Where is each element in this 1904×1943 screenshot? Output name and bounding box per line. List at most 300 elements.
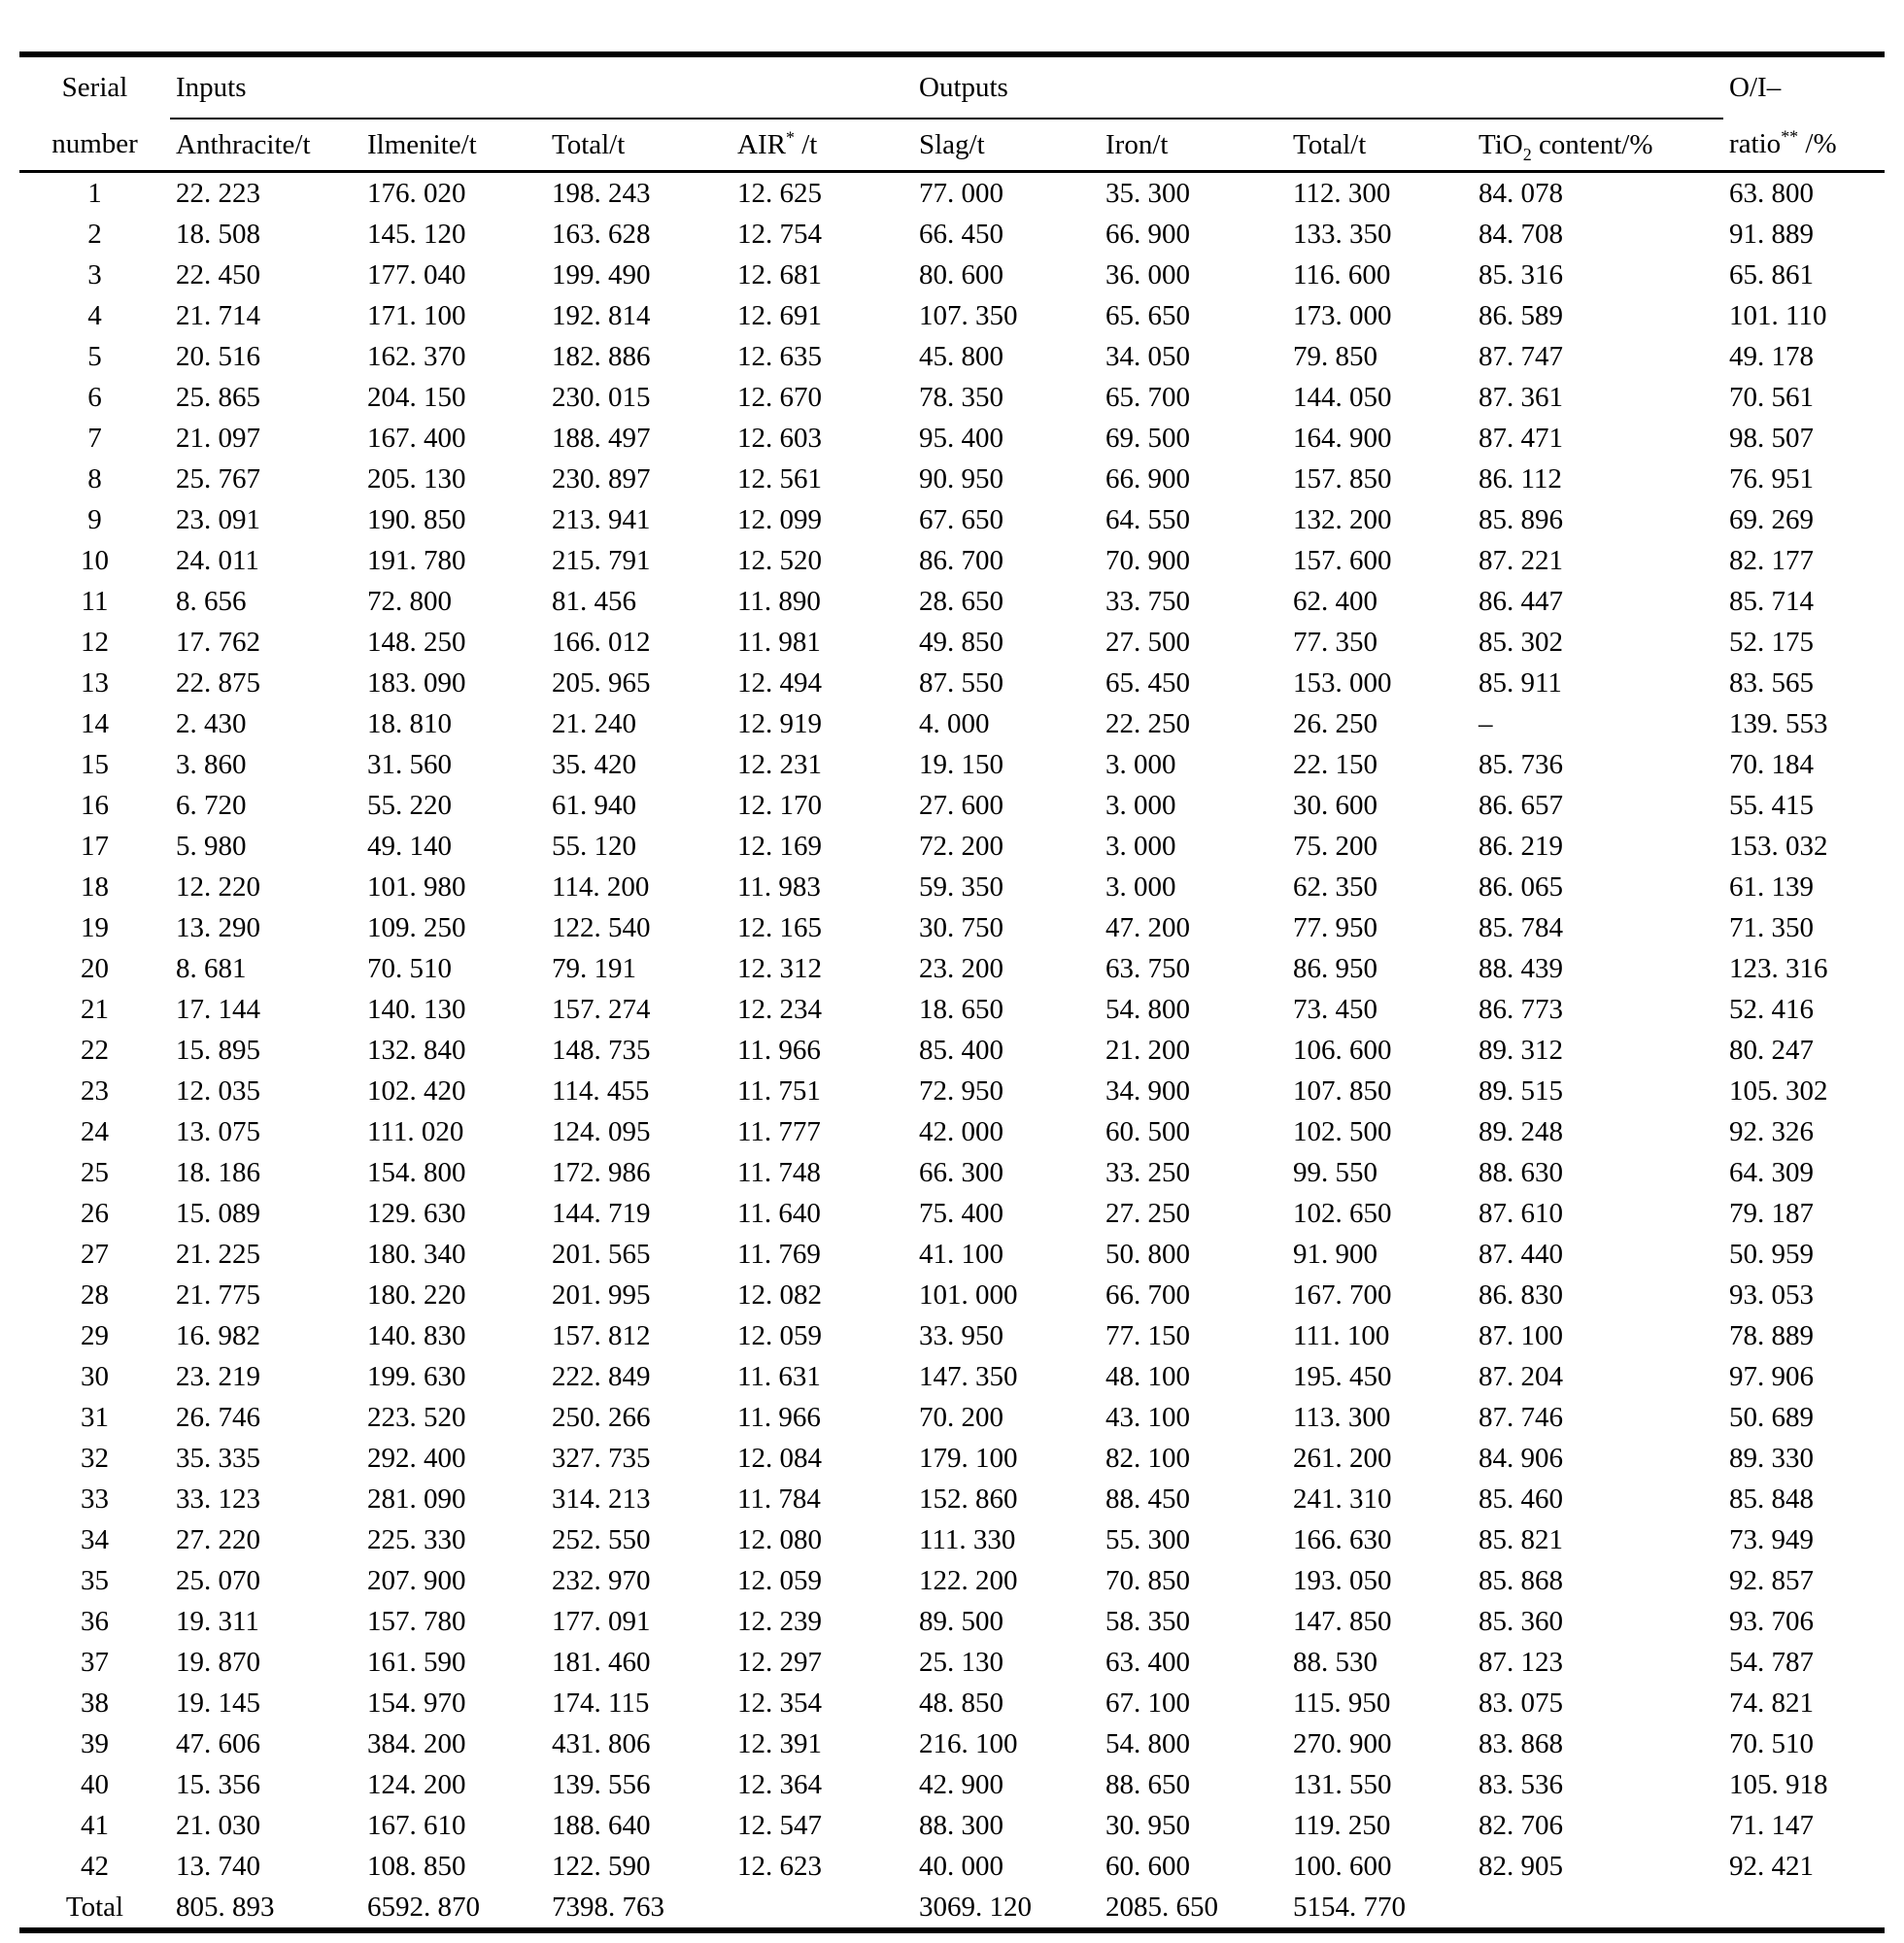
cell-serial: 13 bbox=[81, 666, 109, 699]
cell-slag: 30. 750 bbox=[919, 911, 1003, 943]
cell-serial: 26 bbox=[81, 1197, 109, 1229]
cell-tio2: 85. 302 bbox=[1479, 626, 1563, 658]
cell-total-in: 192. 814 bbox=[552, 299, 651, 331]
cell-serial: Total bbox=[65, 1891, 124, 1923]
table-row bbox=[19, 581, 1885, 622]
cell-iron: 88. 650 bbox=[1105, 1768, 1190, 1800]
cell-total-out: 5154. 770 bbox=[1293, 1891, 1406, 1923]
cell-total-out: 102. 650 bbox=[1293, 1197, 1392, 1229]
total-row bbox=[19, 1887, 1885, 1930]
cell-iron: 54. 800 bbox=[1105, 993, 1190, 1025]
cell-iron: 3. 000 bbox=[1105, 830, 1176, 862]
cell-serial: 11 bbox=[81, 585, 109, 617]
table-row bbox=[19, 907, 1885, 948]
cell-oi-ratio: 83. 565 bbox=[1729, 666, 1815, 699]
cell-ilmenite: 177. 040 bbox=[367, 258, 466, 290]
cell-ilmenite: 225. 330 bbox=[367, 1523, 466, 1555]
cell-anthracite: 27. 220 bbox=[176, 1523, 260, 1555]
cell-ilmenite: 132. 840 bbox=[367, 1034, 466, 1066]
cell-tio2: 85. 316 bbox=[1479, 258, 1563, 290]
cell-tio2: 82. 706 bbox=[1479, 1809, 1563, 1841]
cell-iron: 36. 000 bbox=[1105, 258, 1190, 290]
cell-total-in: 201. 565 bbox=[552, 1238, 651, 1270]
cell-ilmenite: 167. 610 bbox=[367, 1809, 466, 1841]
cell-slag: 90. 950 bbox=[919, 462, 1003, 494]
cell-anthracite: 13. 290 bbox=[176, 911, 260, 943]
cell-anthracite: 19. 311 bbox=[176, 1605, 259, 1637]
cell-serial: 29 bbox=[81, 1319, 109, 1351]
table-row bbox=[19, 1030, 1885, 1071]
cell-oi-ratio: 98. 507 bbox=[1729, 422, 1815, 454]
cell-iron: 60. 500 bbox=[1105, 1115, 1190, 1147]
cell-air: 12. 312 bbox=[737, 952, 822, 984]
cell-air: 12. 170 bbox=[737, 789, 822, 821]
cell-air: 11. 966 bbox=[737, 1401, 821, 1433]
table-row bbox=[19, 295, 1885, 336]
cell-tio2: 85. 821 bbox=[1479, 1523, 1563, 1555]
cell-ilmenite: 18. 810 bbox=[367, 707, 452, 739]
cell-anthracite: 25. 767 bbox=[176, 462, 260, 494]
cell-iron: 65. 700 bbox=[1105, 381, 1190, 413]
cell-oi-ratio: 50. 689 bbox=[1729, 1401, 1815, 1433]
cell-total-in: 35. 420 bbox=[552, 748, 636, 780]
table-row bbox=[19, 948, 1885, 989]
cell-tio2: 85. 868 bbox=[1479, 1564, 1563, 1596]
cell-slag: 87. 550 bbox=[919, 666, 1003, 699]
cell-oi-ratio: 78. 889 bbox=[1729, 1319, 1815, 1351]
cell-anthracite: 33. 123 bbox=[176, 1483, 260, 1515]
cell-iron: 70. 850 bbox=[1105, 1564, 1190, 1596]
cell-total-in: 230. 897 bbox=[552, 462, 651, 494]
cell-air: 12. 754 bbox=[737, 218, 822, 250]
cell-anthracite: 20. 516 bbox=[176, 340, 260, 372]
cell-serial: 33 bbox=[81, 1483, 109, 1515]
cell-serial: 23 bbox=[81, 1074, 109, 1107]
cell-iron: 3. 000 bbox=[1105, 870, 1176, 903]
cell-total-in: 114. 455 bbox=[552, 1074, 650, 1107]
cell-total-out: 106. 600 bbox=[1293, 1034, 1392, 1066]
cell-air: 12. 623 bbox=[737, 1850, 822, 1882]
table-row bbox=[19, 214, 1885, 255]
cell-oi-ratio: 52. 175 bbox=[1729, 626, 1815, 658]
cell-ilmenite: 148. 250 bbox=[367, 626, 466, 658]
table-row bbox=[19, 1234, 1885, 1275]
cell-total-out: 111. 100 bbox=[1293, 1319, 1390, 1351]
cell-serial: 5 bbox=[87, 340, 102, 372]
cell-iron: 35. 300 bbox=[1105, 177, 1190, 209]
cell-tio2: 85. 360 bbox=[1479, 1605, 1563, 1637]
cell-anthracite: 22. 223 bbox=[176, 177, 260, 209]
ratio-footnote-marker: ** bbox=[1781, 126, 1799, 147]
cell-tio2: 85. 736 bbox=[1479, 748, 1563, 780]
cell-air: 12. 681 bbox=[737, 258, 822, 290]
cell-ilmenite: 180. 220 bbox=[367, 1278, 466, 1311]
cell-air: 12. 099 bbox=[737, 503, 822, 535]
cell-air: 12. 494 bbox=[737, 666, 822, 699]
cell-oi-ratio: 105. 918 bbox=[1729, 1768, 1828, 1800]
cell-ilmenite: 154. 970 bbox=[367, 1687, 466, 1719]
cell-ilmenite: 145. 120 bbox=[367, 218, 466, 250]
cell-ilmenite: 55. 220 bbox=[367, 789, 452, 821]
cell-oi-ratio: 76. 951 bbox=[1729, 462, 1815, 494]
cell-anthracite: 15. 895 bbox=[176, 1034, 260, 1066]
cell-total-in: 79. 191 bbox=[552, 952, 636, 984]
cell-total-in: 201. 995 bbox=[552, 1278, 651, 1311]
cell-iron: 48. 100 bbox=[1105, 1360, 1190, 1392]
cell-oi-ratio: 93. 053 bbox=[1729, 1278, 1815, 1311]
cell-iron: 66. 900 bbox=[1105, 462, 1190, 494]
cell-serial: 20 bbox=[81, 952, 109, 984]
cell-total-out: 157. 600 bbox=[1293, 544, 1392, 576]
cell-slag: 19. 150 bbox=[919, 748, 1003, 780]
cell-ilmenite: 384. 200 bbox=[367, 1727, 466, 1759]
cell-air: 12. 625 bbox=[737, 177, 822, 209]
material-balance-table bbox=[19, 51, 1885, 1933]
cell-ilmenite: 6592. 870 bbox=[367, 1891, 480, 1923]
col-header-total-out: Total/t bbox=[1287, 119, 1473, 172]
cell-serial: 42 bbox=[81, 1850, 109, 1882]
cell-total-out: 193. 050 bbox=[1293, 1564, 1392, 1596]
cell-serial: 9 bbox=[87, 503, 102, 535]
cell-ilmenite: 70. 510 bbox=[367, 952, 452, 984]
cell-total-in: 250. 266 bbox=[552, 1401, 651, 1433]
cell-iron: 34. 900 bbox=[1105, 1074, 1190, 1107]
table-row bbox=[19, 172, 1885, 215]
cell-total-out: 62. 400 bbox=[1293, 585, 1377, 617]
cell-serial: 3 bbox=[87, 258, 102, 290]
cell-oi-ratio: 61. 139 bbox=[1729, 870, 1815, 903]
cell-total-in: 122. 590 bbox=[552, 1850, 651, 1882]
table-row bbox=[19, 540, 1885, 581]
cell-anthracite: 21. 097 bbox=[176, 422, 260, 454]
cell-air: 12. 919 bbox=[737, 707, 822, 739]
cell-tio2: 87. 610 bbox=[1479, 1197, 1563, 1229]
cell-total-out: 73. 450 bbox=[1293, 993, 1377, 1025]
cell-air: 11. 983 bbox=[737, 870, 821, 903]
cell-anthracite: 21. 225 bbox=[176, 1238, 260, 1270]
cell-tio2: 83. 075 bbox=[1479, 1687, 1563, 1719]
cell-oi-ratio: 54. 787 bbox=[1729, 1646, 1815, 1678]
col-header-tio2: TiO$_2$ content/% bbox=[1473, 119, 1723, 172]
cell-anthracite: 22. 450 bbox=[176, 258, 260, 290]
cell-oi-ratio: 70. 510 bbox=[1729, 1727, 1815, 1759]
cell-total-in: 182. 886 bbox=[552, 340, 651, 372]
cell-anthracite: 19. 145 bbox=[176, 1687, 260, 1719]
cell-slag: 77. 000 bbox=[919, 177, 1003, 209]
cell-tio2: 83. 536 bbox=[1479, 1768, 1563, 1800]
cell-tio2: 85. 896 bbox=[1479, 503, 1563, 535]
cell-iron: 70. 900 bbox=[1105, 544, 1190, 576]
cell-total-in: 199. 490 bbox=[552, 258, 651, 290]
cell-slag: 3069. 120 bbox=[919, 1891, 1032, 1923]
table-row bbox=[19, 1642, 1885, 1683]
cell-ilmenite: 49. 140 bbox=[367, 830, 452, 862]
cell-tio2: 88. 630 bbox=[1479, 1156, 1563, 1188]
cell-slag: 45. 800 bbox=[919, 340, 1003, 372]
cell-total-in: 181. 460 bbox=[552, 1646, 651, 1678]
col-header-oi-ratio: ratio** /% bbox=[1723, 119, 1885, 172]
cell-slag: 49. 850 bbox=[919, 626, 1003, 658]
cell-ilmenite: 31. 560 bbox=[367, 748, 452, 780]
cell-iron: 82. 100 bbox=[1105, 1442, 1190, 1474]
cell-air: 12. 297 bbox=[737, 1646, 822, 1678]
cell-tio2: 86. 657 bbox=[1479, 789, 1563, 821]
cell-anthracite: 15. 356 bbox=[176, 1768, 260, 1800]
cell-oi-ratio: 71. 147 bbox=[1729, 1809, 1815, 1841]
cell-total-out: 241. 310 bbox=[1293, 1483, 1392, 1515]
cell-tio2: 86. 112 bbox=[1479, 462, 1562, 494]
table-row bbox=[19, 255, 1885, 295]
cell-oi-ratio: 64. 309 bbox=[1729, 1156, 1815, 1188]
cell-iron: 30. 950 bbox=[1105, 1809, 1190, 1841]
cell-serial: 1 bbox=[87, 177, 102, 209]
cell-ilmenite: 140. 830 bbox=[367, 1319, 466, 1351]
cell-air: 12. 520 bbox=[737, 544, 822, 576]
cell-air: 12. 231 bbox=[737, 748, 822, 780]
cell-total-out: 91. 900 bbox=[1293, 1238, 1377, 1270]
cell-total-out: 116. 600 bbox=[1293, 258, 1391, 290]
cell-anthracite: 2. 430 bbox=[176, 707, 247, 739]
cell-tio2: 85. 784 bbox=[1479, 911, 1563, 943]
cell-ilmenite: 199. 630 bbox=[367, 1360, 466, 1392]
cell-oi-ratio: 74. 821 bbox=[1729, 1687, 1815, 1719]
table-row bbox=[19, 1519, 1885, 1560]
cell-slag: 107. 350 bbox=[919, 299, 1018, 331]
cell-air: 11. 751 bbox=[737, 1074, 821, 1107]
cell-serial: 15 bbox=[81, 748, 109, 780]
cell-total-out: 77. 350 bbox=[1293, 626, 1377, 658]
cell-air: 12. 670 bbox=[737, 381, 822, 413]
table-row bbox=[19, 418, 1885, 459]
cell-air: 12. 059 bbox=[737, 1564, 822, 1596]
cell-ilmenite: 129. 630 bbox=[367, 1197, 466, 1229]
cell-air: 12. 691 bbox=[737, 299, 822, 331]
cell-ilmenite: 111. 020 bbox=[367, 1115, 464, 1147]
cell-iron: 2085. 650 bbox=[1105, 1891, 1218, 1923]
cell-anthracite: 12. 220 bbox=[176, 870, 260, 903]
cell-tio2: 87. 221 bbox=[1479, 544, 1563, 576]
cell-total-out: 113. 300 bbox=[1293, 1401, 1391, 1433]
cell-ilmenite: 207. 900 bbox=[367, 1564, 466, 1596]
cell-anthracite: 22. 875 bbox=[176, 666, 260, 699]
cell-total-in: 81. 456 bbox=[552, 585, 636, 617]
cell-total-in: 124. 095 bbox=[552, 1115, 651, 1147]
table-row bbox=[19, 1315, 1885, 1356]
cell-total-in: 213. 941 bbox=[552, 503, 651, 535]
cell-air: 12. 635 bbox=[737, 340, 822, 372]
cell-serial: 28 bbox=[81, 1278, 109, 1311]
cell-iron: 34. 050 bbox=[1105, 340, 1190, 372]
cell-anthracite: 3. 860 bbox=[176, 748, 247, 780]
cell-slag: 147. 350 bbox=[919, 1360, 1018, 1392]
table-row bbox=[19, 1764, 1885, 1805]
table-row bbox=[19, 1438, 1885, 1479]
cell-total-out: 157. 850 bbox=[1293, 462, 1392, 494]
cell-total-out: 102. 500 bbox=[1293, 1115, 1392, 1147]
cell-air: 11. 966 bbox=[737, 1034, 821, 1066]
data-table-container bbox=[19, 51, 1885, 1933]
cell-slag: 48. 850 bbox=[919, 1687, 1003, 1719]
cell-total-out: 62. 350 bbox=[1293, 870, 1377, 903]
cell-serial: 2 bbox=[87, 218, 102, 250]
cell-total-out: 77. 950 bbox=[1293, 911, 1377, 943]
cell-iron: 60. 600 bbox=[1105, 1850, 1190, 1882]
cell-serial: 14 bbox=[81, 707, 109, 739]
table-row bbox=[19, 1846, 1885, 1887]
cell-total-in: 230. 015 bbox=[552, 381, 651, 413]
cell-tio2: 86. 219 bbox=[1479, 830, 1563, 862]
cell-iron: 21. 200 bbox=[1105, 1034, 1190, 1066]
cell-serial: 40 bbox=[81, 1768, 109, 1800]
col-header-iron: Iron/t bbox=[1100, 119, 1287, 172]
cell-iron: 27. 250 bbox=[1105, 1197, 1190, 1229]
cell-ilmenite: 205. 130 bbox=[367, 462, 466, 494]
cell-air: 11. 890 bbox=[737, 585, 821, 617]
cell-air: 12. 080 bbox=[737, 1523, 822, 1555]
cell-total-out: 167. 700 bbox=[1293, 1278, 1392, 1311]
cell-total-in: 188. 640 bbox=[552, 1809, 651, 1841]
cell-anthracite: 13. 740 bbox=[176, 1850, 260, 1882]
group-header-inputs: Inputs bbox=[170, 54, 913, 119]
cell-iron: 3. 000 bbox=[1105, 789, 1176, 821]
cell-iron: 58. 350 bbox=[1105, 1605, 1190, 1637]
table-body bbox=[19, 172, 1885, 1931]
cell-total-out: 30. 600 bbox=[1293, 789, 1377, 821]
cell-iron: 77. 150 bbox=[1105, 1319, 1190, 1351]
cell-slag: 66. 450 bbox=[919, 218, 1003, 250]
cell-anthracite: 16. 982 bbox=[176, 1319, 260, 1351]
cell-air: 11. 748 bbox=[737, 1156, 821, 1188]
cell-tio2: 87. 123 bbox=[1479, 1646, 1563, 1678]
cell-iron: 33. 250 bbox=[1105, 1156, 1190, 1188]
table-row bbox=[19, 1193, 1885, 1234]
cell-total-in: 61. 940 bbox=[552, 789, 636, 821]
cell-total-in: 215. 791 bbox=[552, 544, 651, 576]
cell-total-out: 99. 550 bbox=[1293, 1156, 1377, 1188]
cell-serial: 38 bbox=[81, 1687, 109, 1719]
cell-total-out: 26. 250 bbox=[1293, 707, 1377, 739]
cell-slag: 59. 350 bbox=[919, 870, 1003, 903]
cell-tio2: 88. 439 bbox=[1479, 952, 1563, 984]
cell-tio2: – bbox=[1479, 707, 1493, 739]
table-row bbox=[19, 377, 1885, 418]
cell-slag: 41. 100 bbox=[919, 1238, 1003, 1270]
cell-ilmenite: 154. 800 bbox=[367, 1156, 466, 1188]
cell-oi-ratio: 97. 906 bbox=[1729, 1360, 1815, 1392]
cell-tio2: 82. 905 bbox=[1479, 1850, 1563, 1882]
cell-oi-ratio bbox=[1723, 1887, 1885, 1930]
cell-total-out: 119. 250 bbox=[1293, 1809, 1391, 1841]
table-row bbox=[19, 336, 1885, 377]
cell-anthracite: 47. 606 bbox=[176, 1727, 260, 1759]
cell-slag: 88. 300 bbox=[919, 1809, 1003, 1841]
table-row bbox=[19, 499, 1885, 540]
cell-iron: 63. 750 bbox=[1105, 952, 1190, 984]
cell-oi-ratio: 82. 177 bbox=[1729, 544, 1815, 576]
table-row bbox=[19, 1723, 1885, 1764]
cell-oi-ratio: 70. 561 bbox=[1729, 381, 1815, 413]
cell-serial: 17 bbox=[81, 830, 109, 862]
cell-air: 12. 084 bbox=[737, 1442, 822, 1474]
cell-total-in: 55. 120 bbox=[552, 830, 636, 862]
table-row bbox=[19, 1111, 1885, 1152]
cell-serial: 36 bbox=[81, 1605, 109, 1637]
cell-total-in: 21. 240 bbox=[552, 707, 636, 739]
table-row bbox=[19, 1356, 1885, 1397]
cell-air: 12. 165 bbox=[737, 911, 822, 943]
table-row bbox=[19, 1479, 1885, 1519]
col-header-total-in: Total/t bbox=[546, 119, 731, 172]
cell-air: 11. 769 bbox=[737, 1238, 821, 1270]
cell-slag: 25. 130 bbox=[919, 1646, 1003, 1678]
table-row bbox=[19, 1071, 1885, 1111]
table-header bbox=[19, 54, 1885, 172]
cell-air: 11. 640 bbox=[737, 1197, 821, 1229]
cell-oi-ratio: 70. 184 bbox=[1729, 748, 1815, 780]
cell-total-in: 174. 115 bbox=[552, 1687, 650, 1719]
cell-iron: 66. 900 bbox=[1105, 218, 1190, 250]
cell-ilmenite: 191. 780 bbox=[367, 544, 466, 576]
cell-ilmenite: 157. 780 bbox=[367, 1605, 466, 1637]
cell-tio2: 89. 248 bbox=[1479, 1115, 1563, 1147]
cell-ilmenite: 180. 340 bbox=[367, 1238, 466, 1270]
cell-air bbox=[731, 1887, 913, 1930]
col-header-serial-line2: number bbox=[19, 119, 170, 172]
cell-tio2 bbox=[1473, 1887, 1723, 1930]
cell-air: 12. 059 bbox=[737, 1319, 822, 1351]
cell-tio2: 87. 746 bbox=[1479, 1401, 1563, 1433]
cell-tio2: 84. 906 bbox=[1479, 1442, 1563, 1474]
cell-total-out: 88. 530 bbox=[1293, 1646, 1377, 1678]
table-row bbox=[19, 785, 1885, 826]
cell-anthracite: 25. 070 bbox=[176, 1564, 260, 1596]
cell-tio2: 89. 312 bbox=[1479, 1034, 1563, 1066]
cell-tio2: 87. 100 bbox=[1479, 1319, 1563, 1351]
cell-anthracite: 35. 335 bbox=[176, 1442, 260, 1474]
cell-ilmenite: 72. 800 bbox=[367, 585, 452, 617]
cell-oi-ratio: 49. 178 bbox=[1729, 340, 1815, 372]
cell-serial: 10 bbox=[81, 544, 109, 576]
group-header-outputs: Outputs bbox=[913, 54, 1723, 119]
cell-oi-ratio: 71. 350 bbox=[1729, 911, 1815, 943]
cell-slag: 86. 700 bbox=[919, 544, 1003, 576]
cell-total-in: 198. 243 bbox=[552, 177, 651, 209]
table-row bbox=[19, 703, 1885, 744]
cell-ilmenite: 124. 200 bbox=[367, 1768, 466, 1800]
cell-anthracite: 6. 720 bbox=[176, 789, 247, 821]
cell-serial: 31 bbox=[81, 1401, 109, 1433]
cell-ilmenite: 140. 130 bbox=[367, 993, 466, 1025]
cell-tio2: 86. 065 bbox=[1479, 870, 1563, 903]
cell-total-out: 22. 150 bbox=[1293, 748, 1377, 780]
cell-ilmenite: 161. 590 bbox=[367, 1646, 466, 1678]
cell-tio2: 86. 447 bbox=[1479, 585, 1563, 617]
cell-oi-ratio: 55. 415 bbox=[1729, 789, 1815, 821]
col-header-air: AIR* /t bbox=[731, 119, 913, 172]
cell-anthracite: 805. 893 bbox=[176, 1891, 275, 1923]
cell-ilmenite: 162. 370 bbox=[367, 340, 466, 372]
cell-iron: 69. 500 bbox=[1105, 422, 1190, 454]
cell-tio2: 85. 460 bbox=[1479, 1483, 1563, 1515]
cell-anthracite: 8. 681 bbox=[176, 952, 247, 984]
cell-total-out: 144. 050 bbox=[1293, 381, 1392, 413]
cell-anthracite: 21. 030 bbox=[176, 1809, 260, 1841]
table-row bbox=[19, 1152, 1885, 1193]
col-header-serial-line1: Serial bbox=[61, 72, 128, 103]
cell-air: 12. 561 bbox=[737, 462, 822, 494]
cell-serial: 39 bbox=[81, 1727, 109, 1759]
cell-anthracite: 21. 714 bbox=[176, 299, 260, 331]
